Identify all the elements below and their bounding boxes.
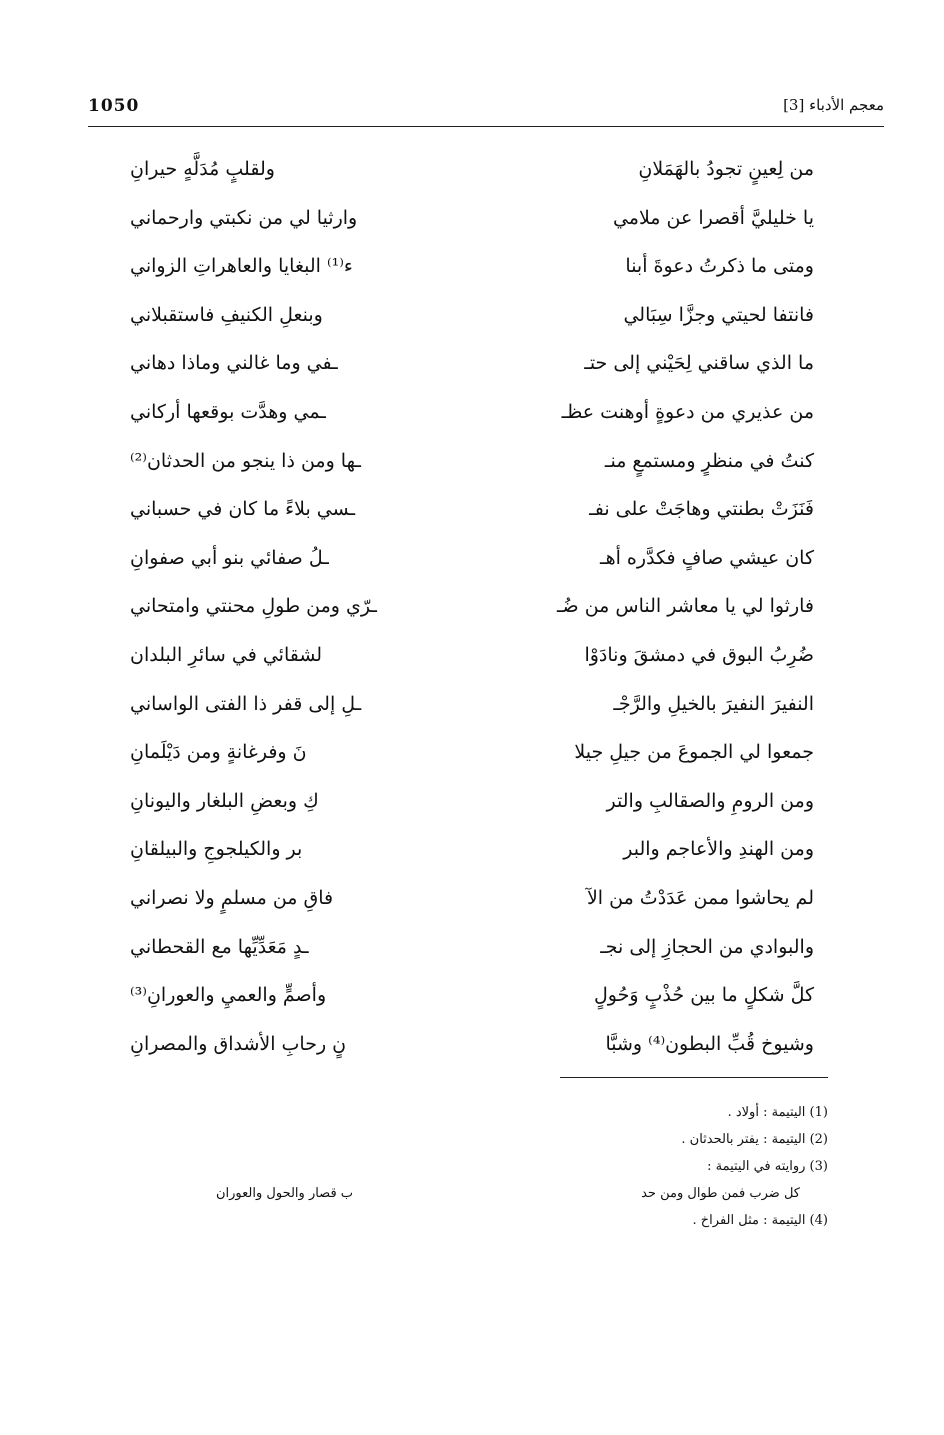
verse-line [130,199,814,248]
second-hemistich: وبنعلِ الكنيفِ فاستقبلاني [130,303,323,326]
second-hemistich: ولقلبٍ مُدَلَّهٍ حيرانِ [130,158,275,180]
verse-line [130,976,814,1025]
first-hemistich: يا خليليَّ أقصرا عن ملامي [612,206,814,229]
second-hemistich: ـدٍ مَعَدِّيِّها مع القحطاني [130,935,309,958]
first-hemistich: كان عيشي صافٍ فكدَّره أهـ [600,546,814,569]
first-hemistich: جمعوا لي الجموعَ من جيلِ جيلا [574,741,814,764]
first-hemistich: فانتفا لحيتي وجزَّا سِبَالي [623,303,814,326]
footnote [128,1208,828,1235]
second-hemistich: وأصمٍّ والعميِ والعورانِ⁽³⁾ [130,984,327,1007]
verse-line [130,636,814,685]
footnote-text: (3) روايته في اليتيمة : [707,1159,828,1174]
first-hemistich: فَنَزَتْ بطنتي وهاجَتْ على نفـ [589,498,814,521]
verse-line [130,150,814,199]
second-hemistich: ء⁽¹⁾ البغايا والعاهراتِ الزواني [130,255,353,278]
first-hemistich: لم يحاشوا ممن عَدَدْتُ من الآ [586,886,814,909]
first-hemistich: ومن الرومِ والصقالبِ والتر [606,789,814,812]
verse-line [130,539,814,588]
first-hemistich: ومتى ما ذكرتُ دعوةَ أبنا [625,255,814,278]
page-number: 1050 [88,96,140,116]
second-hemistich: لشقائي في سائرِ البلدان [130,643,323,666]
running-title: معجم الأدباء [3] [783,96,884,114]
second-hemistich: ـها ومن ذا ينجو من الحدثان⁽²⁾ [130,449,361,472]
footnote-hemistich: ب قصار والحول والعوران [216,1186,354,1201]
first-hemistich: كنتُ في منظرٍ ومستمعٍ منـ [604,449,814,472]
first-hemistich: كلَّ شكلٍ ما بين حُذْبٍ وَحُولٍ [593,984,814,1007]
footnote-hemistich: كل ضرب فمن طوال ومن حد [641,1186,800,1201]
first-hemistich: وشيوخ قُبِّ البطون⁽⁴⁾ وشبَّا [605,1032,814,1055]
second-hemistich: ـمي وهدَّت بوقعها أركاني [130,400,326,423]
verse-line [130,490,814,539]
second-hemistich: بر والكيلجوجِ والبيلقانِ [130,838,303,861]
second-hemistich: ـرّي ومن طولِ محنتي وامتحاني [130,595,377,618]
footnote-text: (1) اليتيمة : أولاد . [727,1105,828,1120]
second-hemistich: ـلُ صفائي بنو أبي صفوانِ [130,546,329,569]
footnote-text: (4) اليتيمة : مثل الفراخ . [692,1213,828,1228]
second-hemistich: ـلِ إلى قفر ذا الفتى الواساني [130,692,362,715]
verse-line [130,247,814,296]
verse-line [130,685,814,734]
header-rule [88,126,884,127]
page-header [88,96,884,122]
first-hemistich: من لِعينٍ تجودُ بالهَمَلانِ [638,158,814,180]
second-hemistich: كِ وبعضِ البلغار واليونانِ [130,789,319,812]
second-hemistich: ـفي وما غالني وماذا دهاني [130,352,338,375]
verse-line [130,296,814,345]
second-hemistich: نَ وفرغانةٍ ومن دَيْلَمانِ [130,741,307,764]
first-hemistich: ومن الهندِ والأعاجم والبر [623,838,814,861]
second-hemistich: وارثيا لي من نكبتي وارحماني [130,206,358,229]
verse-line [130,879,814,928]
footnote-separator [560,1077,828,1078]
first-hemistich: النفيرَ النفيرَ بالخيلِ والرَّجْـ [613,692,814,715]
footnote [128,1100,828,1127]
second-hemistich: ـسي بلاءً ما كان في حسباني [130,498,356,521]
footnotes [128,1100,828,1235]
verse-line [130,393,814,442]
first-hemistich: والبوادي من الحجازِ إلى نجـ [600,935,814,958]
first-hemistich: فارثوا لي يا معاشر الناس من ضُـ [556,595,814,618]
verse-line [130,782,814,831]
footnote [128,1154,828,1181]
footnote-verse [128,1181,828,1208]
verse-line [130,344,814,393]
verse-line [130,830,814,879]
verse-line [130,733,814,782]
verse-line [130,928,814,977]
verse-line [130,1025,814,1074]
verse-line [130,442,814,491]
first-hemistich: ضُرِبُ البوق في دمشقَ ونادَوْا [584,643,814,666]
second-hemistich: نٍ رحابِ الأشداق والمصرانِ [130,1032,347,1055]
first-hemistich: ما الذي ساقني لِحَيْني إلى حتـ [584,352,814,375]
footnote [128,1127,828,1154]
second-hemistich: فاقِ من مسلمٍ ولا نصراني [130,886,334,909]
footnote-text: (2) اليتيمة : يفتر بالحدثان . [681,1132,828,1147]
poem [130,150,814,1073]
verse-line [130,587,814,636]
first-hemistich: من عذيري من دعوةٍ أوهنت عظـ [561,400,814,423]
